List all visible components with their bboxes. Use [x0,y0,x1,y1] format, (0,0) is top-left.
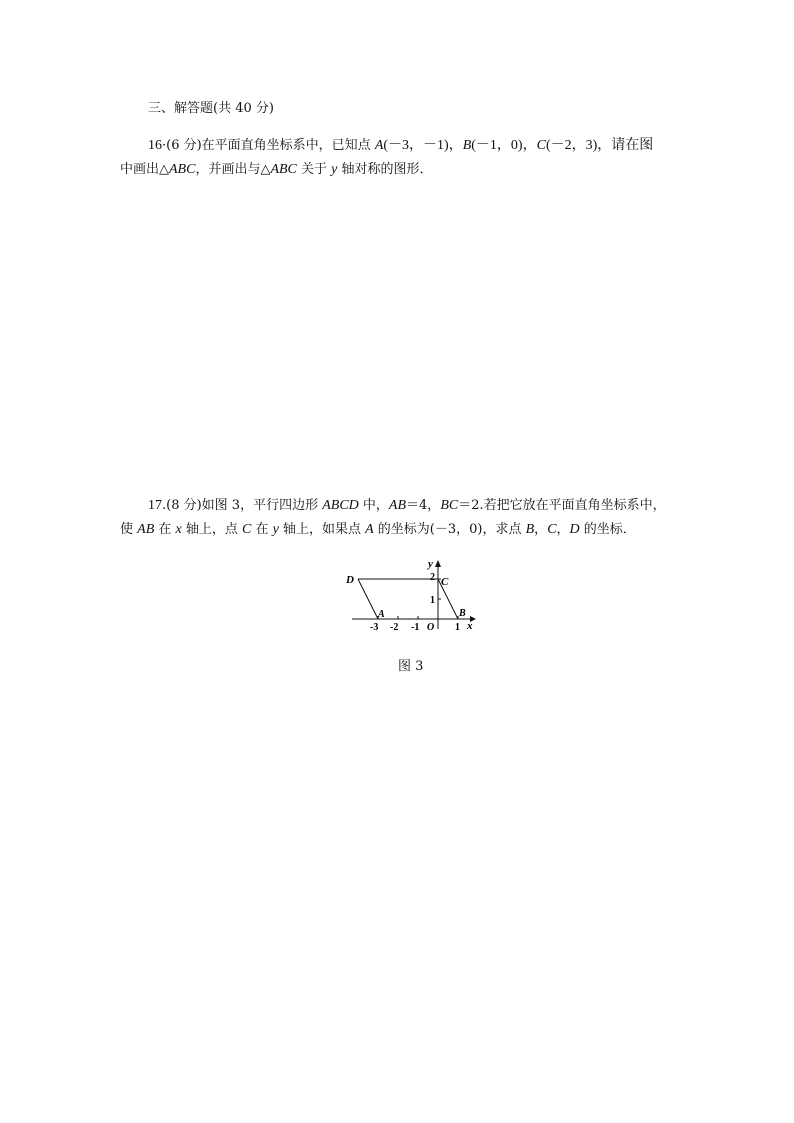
y-axis-arrow [435,560,441,567]
point-b-label: B [459,608,466,619]
axis-label: x [175,522,182,537]
point-c-label: C [441,576,449,588]
q17-text: 的坐标． [579,522,636,537]
q16-text: ·(6 分)在平面直角坐标系中，已知点 [162,138,375,153]
question-17-line-1 [148,498,666,514]
q17-text: 的坐标为(－3，0)，求点 [373,522,526,537]
origin-label: O [427,622,435,633]
q17-text: 在 [154,522,176,537]
segment-label: BC [440,498,459,513]
point-d-label: D [346,574,354,586]
point-label: B [525,522,535,537]
segment-label: AB [388,498,407,513]
segment-label: AB [137,522,155,537]
coord: (－3，－1)， [383,138,463,153]
x-tick-label-neg3: -3 [370,622,379,633]
section-heading: 三、解答题(共 40 分) [148,101,274,116]
question-16-number: 16 [148,138,162,153]
point-label: C [242,522,252,537]
coord: (－1，0)， [471,138,537,153]
axis-label: y [272,522,279,537]
q17-text: .(8 分)如图 3，平行四边形 [162,498,323,513]
q16-text: 中画出△ [120,162,169,177]
point-label: C [536,138,546,153]
question-17-line-2 [120,522,636,538]
figure-caption: 图 3 [398,659,424,674]
q16-text: 关于 [296,162,332,177]
question-16-line-2 [120,162,433,178]
parallelogram-figure [340,555,480,635]
x-axis-label: x [467,620,473,632]
point-label: C [547,522,557,537]
q17-text: ， [556,522,570,537]
x-tick-label-neg2: -2 [390,622,399,633]
point-label: A [374,138,384,153]
question-16-line-1 [148,138,653,154]
triangle-label: ABC [270,162,297,177]
q17-text: 使 [120,522,138,537]
point-label: B [462,138,472,153]
y-tick-label-1: 1 [430,595,435,606]
q17-text: 中， [358,498,389,513]
x-tick-label-1: 1 [455,622,460,633]
y-axis-label: y [428,558,433,570]
q17-text: ＝4， [406,498,441,513]
point-label: A [365,522,374,537]
q17-text: 在 [251,522,273,537]
q17-text: ＝2.若把它放在平面直角坐标系中， [458,498,666,513]
triangle-label: ABC [169,162,196,177]
point-label: D [569,522,580,537]
axis-label: y [331,162,338,177]
question-17-number: 17 [148,498,162,513]
x-tick-label-neg1: -1 [411,622,420,633]
shape-label: ABCD [322,498,359,513]
y-tick-label-2: 2 [430,572,435,583]
q17-text: 轴上，点 [181,522,242,537]
q17-text: ， [534,522,548,537]
point-a-label: A [378,609,385,620]
coord: (－2，3)，请在图 [545,138,654,153]
q16-text: ，并画出与△ [195,162,271,177]
q17-text: 轴上，如果点 [278,522,366,537]
q16-text: 轴对称的图形． [337,162,433,177]
